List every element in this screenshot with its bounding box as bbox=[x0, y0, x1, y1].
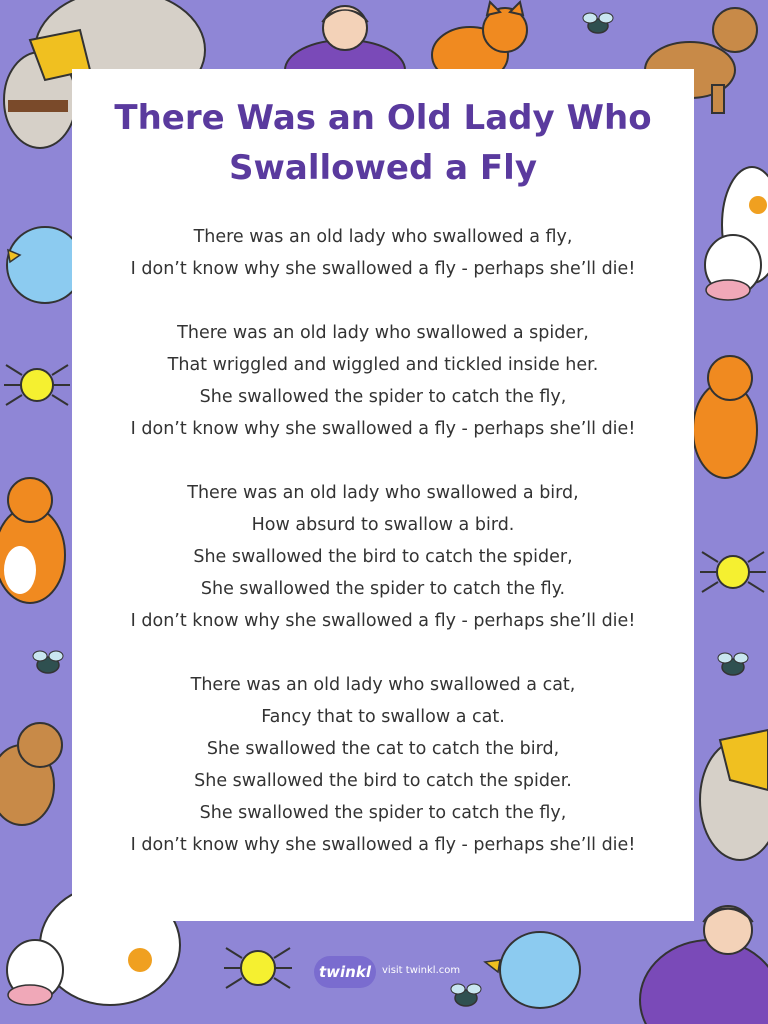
stanza bbox=[72, 669, 694, 861]
old-lady-icon bbox=[640, 906, 768, 1024]
poem-line: There was an old lady who swallowed a fly, bbox=[193, 227, 573, 247]
twinkl-url[interactable]: visit twinkl.com bbox=[382, 965, 461, 976]
spider-icon bbox=[700, 552, 766, 592]
twinkl-logo: twinkl bbox=[314, 956, 376, 988]
poem-line: She swallowed the bird to catch the spider. bbox=[194, 771, 572, 791]
poem-line: There was an old lady who swallowed a spider, bbox=[177, 323, 589, 343]
poem-line: Fancy that to swallow a cat. bbox=[261, 707, 505, 727]
dog-icon bbox=[0, 723, 62, 825]
cat-icon bbox=[693, 356, 757, 478]
spider-icon bbox=[4, 365, 70, 405]
poem-line: She swallowed the cat to catch the bird, bbox=[206, 739, 560, 759]
poem-line: She swallowed the bird to catch the spider, bbox=[193, 547, 573, 567]
fly-icon bbox=[33, 651, 63, 673]
poem-body bbox=[72, 221, 694, 893]
horse-icon bbox=[700, 730, 768, 860]
fly-icon bbox=[718, 653, 748, 675]
title-line: There Was an Old Lady Who bbox=[114, 98, 652, 138]
spider-icon bbox=[224, 948, 292, 988]
bird-icon bbox=[485, 932, 580, 1008]
poem-line: How absurd to swallow a bird. bbox=[251, 515, 515, 535]
stanza bbox=[72, 221, 694, 285]
poem-line: I don’t know why she swallowed a fly - perhaps she’ll die! bbox=[130, 259, 636, 279]
poem-line: She swallowed the spider to catch the fly. bbox=[200, 579, 566, 599]
poem-title bbox=[72, 93, 694, 193]
poem-line: There was an old lady who swallowed a bird, bbox=[187, 483, 579, 503]
poem-card bbox=[72, 69, 694, 921]
poem-line: I don’t know why she swallowed a fly - perhaps she’ll die! bbox=[130, 835, 636, 855]
cow-icon bbox=[705, 167, 768, 300]
poem-line: She swallowed the spider to catch the fly, bbox=[199, 387, 567, 407]
stanza bbox=[72, 317, 694, 445]
poem-line: There was an old lady who swallowed a cat, bbox=[190, 675, 576, 695]
title-line: Swallowed a Fly bbox=[229, 148, 537, 188]
poem-line: I don’t know why she swallowed a fly - perhaps she’ll die! bbox=[130, 611, 636, 631]
twinkl-brand bbox=[314, 956, 464, 990]
poem-line: She swallowed the spider to catch the fly, bbox=[199, 803, 567, 823]
stanza bbox=[72, 477, 694, 637]
fly-icon bbox=[583, 13, 613, 33]
poem-line: I don’t know why she swallowed a fly - perhaps she’ll die! bbox=[130, 419, 636, 439]
poem-line: That wriggled and wiggled and tickled inside her. bbox=[167, 355, 599, 375]
cat-icon bbox=[0, 478, 65, 603]
